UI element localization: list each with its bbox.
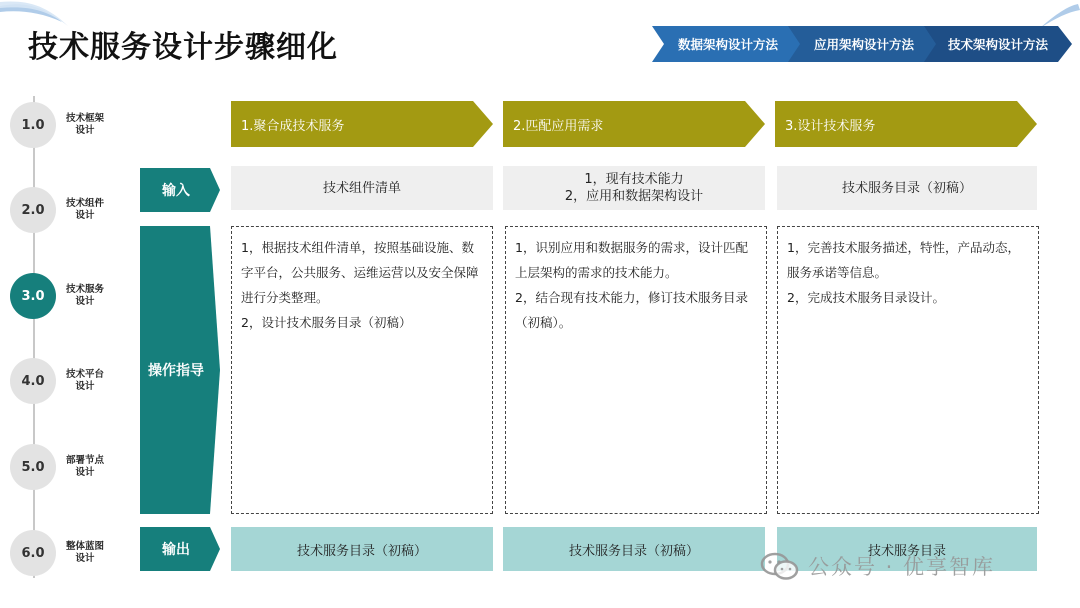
guide-cell-2	[505, 226, 767, 514]
wechat-icon	[760, 551, 800, 581]
step-circle-3-active[interactable]: 3.0	[10, 273, 56, 319]
phase-arrow-1: 1.聚合成技术服务	[231, 101, 493, 147]
guide-item: 1，完善技术服务描述，特性，产品动态，服务承诺等信息。	[787, 240, 1020, 280]
phase-arrow-3: 3.设计技术服务	[775, 101, 1037, 147]
step-circle-5[interactable]: 5.0	[10, 444, 56, 490]
guide-cell-1	[231, 226, 493, 514]
guide-item: 1，识别应用和数据服务的需求，设计匹配上层架构的需求的技术能力。	[515, 240, 748, 280]
breadcrumb	[652, 26, 1072, 62]
input-cell-3: 技术服务目录（初稿）	[777, 166, 1037, 210]
step-label-6: 整体蓝图 设计	[65, 541, 104, 564]
row-label-output: 输出	[140, 527, 220, 571]
guide-item: 1，根据技术组件清单，按照基础设施、数字平台，公共服务、运维运营以及安全保障进行分类整理。	[241, 240, 479, 305]
timeline-line	[33, 96, 35, 578]
breadcrumb-application-architecture[interactable]: 应用架构设计方法	[788, 26, 940, 62]
step-circle-4[interactable]: 4.0	[10, 358, 56, 404]
breadcrumb-technical-architecture[interactable]: 技术架构设计方法	[924, 26, 1072, 62]
guide-item: 2，结合现有技术能力，修订技术服务目录（初稿）。	[515, 290, 748, 330]
input-cell-1: 技术组件清单	[231, 166, 493, 210]
phase-arrow-2: 2.匹配应用需求	[503, 101, 765, 147]
step-label-2: 技术组件 设计	[65, 198, 104, 221]
watermark-text: 公众号 · 优享智库	[808, 555, 996, 579]
page-title: 技术服务设计步骤细化	[28, 30, 338, 65]
step-label-5: 部署节点 设计	[65, 455, 104, 478]
output-cell-1: 技术服务目录（初稿）	[231, 527, 493, 571]
watermark	[760, 548, 995, 584]
guide-item: 2，设计技术服务目录（初稿）	[241, 315, 412, 330]
step-circle-2[interactable]: 2.0	[10, 187, 56, 233]
step-label-1: 技术框架 设计	[65, 113, 104, 136]
step-label-4: 技术平台 设计	[65, 369, 104, 392]
step-label-3: 技术服务 设计	[65, 284, 104, 307]
output-cell-2: 技术服务目录（初稿）	[503, 527, 765, 571]
guide-item: 2，完成技术服务目录设计。	[787, 290, 945, 305]
input-cell-2: 1，现有技术能力 2，应用和数据架构设计	[503, 166, 765, 210]
breadcrumb-data-architecture[interactable]: 数据架构设计方法	[652, 26, 804, 62]
step-circle-6[interactable]: 6.0	[10, 530, 56, 576]
row-label-guide: 操作指导	[140, 226, 220, 514]
guide-cell-3	[777, 226, 1039, 514]
step-circle-1[interactable]: 1.0	[10, 102, 56, 148]
output-cell-3: 技术服务目录	[777, 527, 1037, 571]
row-label-input: 输入	[140, 168, 220, 212]
